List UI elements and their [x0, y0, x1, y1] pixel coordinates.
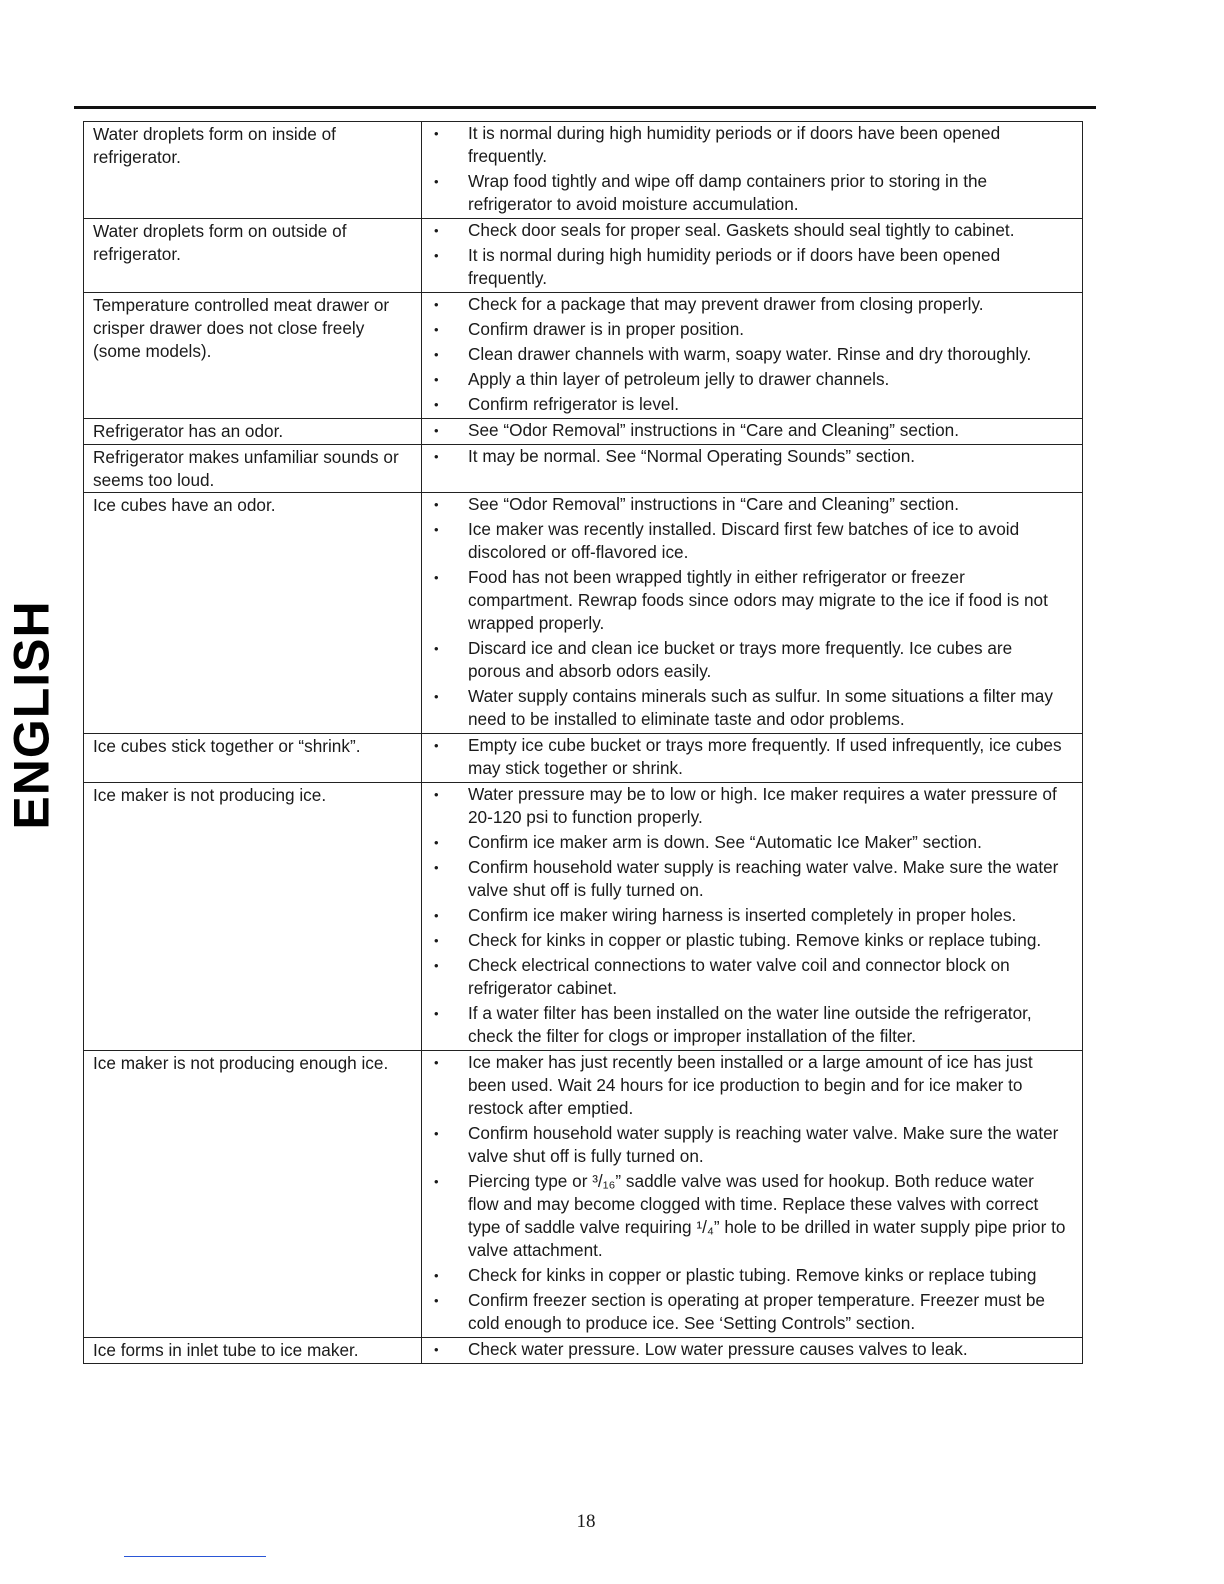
problem-cell: Water droplets form on outside of refrigerator.: [84, 219, 422, 293]
solution-cell: [422, 1338, 1083, 1364]
solution-item: • Ice maker has just recently been installed or a large amount of ice has just been used. Wait 24 hours for ice production to begin and for ice maker to restock after emptied.: [422, 1051, 1068, 1120]
solution-item: • Confirm refrigerator is level.: [422, 393, 1068, 416]
solution-list: [422, 445, 1068, 468]
solution-item: • Check door seals for proper seal. Gaskets should seal tightly to cabinet.: [422, 219, 1068, 242]
side-language-text: ENGLISH: [4, 600, 60, 830]
table-row: [84, 445, 1083, 493]
solution-list: [422, 783, 1068, 1048]
solution-cell: [422, 734, 1083, 783]
solution-cell: [422, 783, 1083, 1051]
solution-item: • Confirm ice maker wiring harness is inserted completely in proper holes.: [422, 904, 1068, 927]
side-language-label: [4, 590, 60, 840]
problem-cell: Ice cubes stick together or “shrink”.: [84, 734, 422, 783]
table-row: [84, 734, 1083, 783]
solution-item: • Check electrical connections to water valve coil and connector block on refrigerator cabinet.: [422, 954, 1068, 1000]
solution-item: • Food has not been wrapped tightly in either refrigerator or freezer compartment. Rewrap foods since odors may migrate to the ice if food is not wrapped properly.: [422, 566, 1068, 635]
solution-item: • Confirm ice maker arm is down. See “Automatic Ice Maker” section.: [422, 831, 1068, 854]
solution-item: • Confirm household water supply is reaching water valve. Make sure the water valve shut off is fully turned on.: [422, 1122, 1068, 1168]
solution-item: • Check for kinks in copper or plastic tubing. Remove kinks or replace tubing: [422, 1264, 1068, 1287]
solution-item: • It is normal during high humidity periods or if doors have been opened frequently.: [422, 122, 1068, 168]
problem-cell: Temperature controlled meat drawer or crisper drawer does not close freely (some models).: [84, 293, 422, 419]
troubleshooting-body: [84, 122, 1083, 1364]
solution-item: • Empty ice cube bucket or trays more frequently. If used infrequently, ice cubes may stick together or shrink.: [422, 734, 1068, 780]
problem-cell: Ice forms in inlet tube to ice maker.: [84, 1338, 422, 1364]
page-number: 18: [576, 1511, 596, 1532]
solution-cell: [422, 493, 1083, 734]
table-row: [84, 1051, 1083, 1338]
solution-item: • Discard ice and clean ice bucket or trays more frequently. Ice cubes are porous and absorb odors easily.: [422, 637, 1068, 683]
table-row: [84, 219, 1083, 293]
solution-list: [422, 122, 1068, 216]
solution-item: • It may be normal. See “Normal Operating Sounds” section.: [422, 445, 1068, 468]
solution-list: [422, 1051, 1068, 1335]
solution-item: • It is normal during high humidity periods or if doors have been opened frequently.: [422, 244, 1068, 290]
solution-item: • Piercing type or ³/₁₆” saddle valve was used for hookup. Both reduce water flow and may become clogged with time. Replace these valves with correct type of saddle valve requiring ¹/₄” hole to be drilled in water supply pipe prior to valve attachment.: [422, 1170, 1068, 1262]
footer-link-rule: [124, 1556, 266, 1557]
problem-cell: Ice maker is not producing enough ice.: [84, 1051, 422, 1338]
solution-cell: [422, 122, 1083, 219]
solution-item: • Water supply contains minerals such as sulfur. In some situations a filter may need to be installed to eliminate taste and odor problems.: [422, 685, 1068, 731]
table-row: [84, 493, 1083, 734]
solution-cell: [422, 419, 1083, 445]
solution-item: • Apply a thin layer of petroleum jelly to drawer channels.: [422, 368, 1068, 391]
solution-cell: [422, 445, 1083, 493]
table-row: [84, 1338, 1083, 1364]
solution-list: [422, 219, 1068, 290]
solution-list: [422, 493, 1068, 731]
problem-cell: Refrigerator has an odor.: [84, 419, 422, 445]
problem-cell: Refrigerator makes unfamiliar sounds or seems too loud.: [84, 445, 422, 493]
solution-item: • See “Odor Removal” instructions in “Care and Cleaning” section.: [422, 419, 1068, 442]
solution-list: [422, 734, 1068, 780]
solution-item: • Check for kinks in copper or plastic tubing. Remove kinks or replace tubing.: [422, 929, 1068, 952]
solution-list: [422, 293, 1068, 416]
solution-item: • See “Odor Removal” instructions in “Care and Cleaning” section.: [422, 493, 1068, 516]
table-row: [84, 419, 1083, 445]
solution-list: [422, 419, 1068, 442]
solution-item: • Wrap food tightly and wipe off damp containers prior to storing in the refrigerator to avoid moisture accumulation.: [422, 170, 1068, 216]
table-row: [84, 293, 1083, 419]
table-row: [84, 122, 1083, 219]
table-row: [84, 783, 1083, 1051]
top-rule: [74, 106, 1096, 109]
solution-item: • Confirm drawer is in proper position.: [422, 318, 1068, 341]
solution-item: • Confirm household water supply is reaching water valve. Make sure the water valve shut off is fully turned on.: [422, 856, 1068, 902]
solution-item: • Ice maker was recently installed. Discard first few batches of ice to avoid discolored or off-flavored ice.: [422, 518, 1068, 564]
solution-item: • Water pressure may be to low or high. Ice maker requires a water pressure of 20-120 psi to function properly.: [422, 783, 1068, 829]
troubleshooting-table: [83, 121, 1083, 1364]
solution-item: • Clean drawer channels with warm, soapy water. Rinse and dry thoroughly.: [422, 343, 1068, 366]
solution-item: • Check for a package that may prevent drawer from closing properly.: [422, 293, 1068, 316]
solution-cell: [422, 219, 1083, 293]
solution-item: • If a water filter has been installed on the water line outside the refrigerator, check the filter for clogs or improper installation of the filter.: [422, 1002, 1068, 1048]
problem-cell: Ice cubes have an odor.: [84, 493, 422, 734]
solution-item: • Confirm freezer section is operating at proper temperature. Freezer must be cold enough to produce ice. See ‘Setting Controls” section.: [422, 1289, 1068, 1335]
solution-cell: [422, 1051, 1083, 1338]
solution-cell: [422, 293, 1083, 419]
problem-cell: Ice maker is not producing ice.: [84, 783, 422, 1051]
solution-item: • Check water pressure. Low water pressure causes valves to leak.: [422, 1338, 1068, 1361]
problem-cell: Water droplets form on inside of refrigerator.: [84, 122, 422, 219]
solution-list: [422, 1338, 1068, 1361]
